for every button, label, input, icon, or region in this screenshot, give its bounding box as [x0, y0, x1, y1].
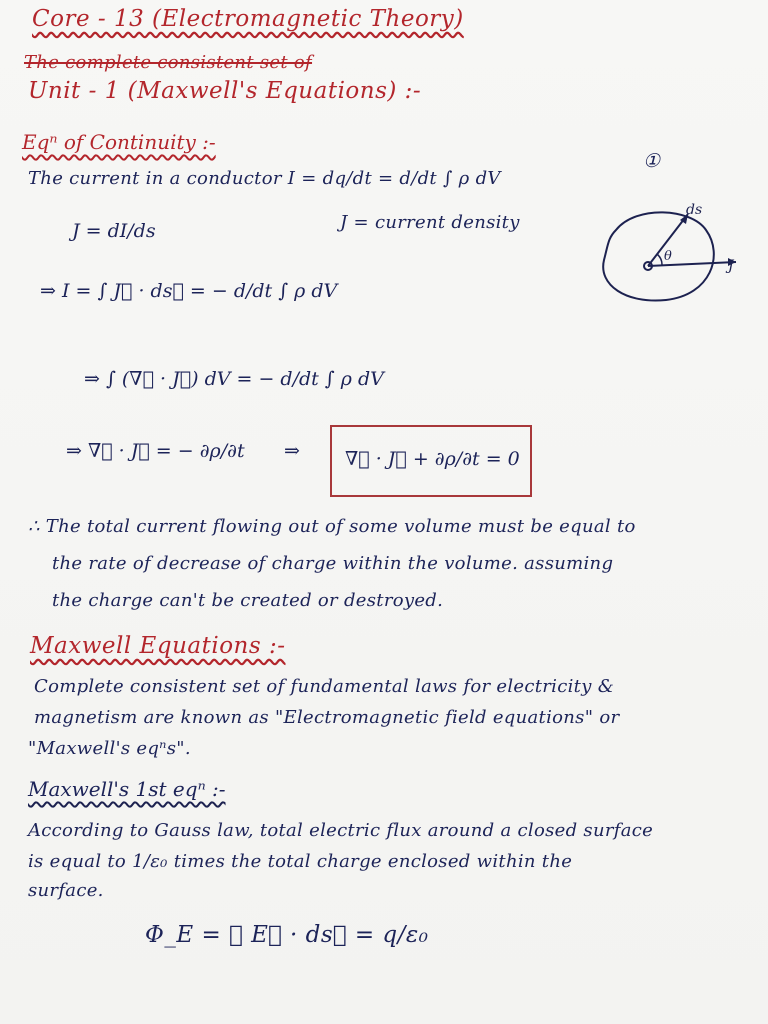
implies-arrow: ⇒ — [284, 440, 300, 462]
j-equation: J = dI/ds — [72, 220, 156, 242]
theta-arc — [657, 254, 662, 265]
conclusion-line1: ∴ The total current flowing out of some volume must be equal to — [28, 516, 636, 537]
course-title: Core - 13 (Electromagnetic Theory) — [32, 6, 464, 32]
boxed-equation: ∇⃗ · J⃗ + ∂ρ/∂t = 0 — [345, 448, 520, 470]
conclusion-line2: the rate of decrease of charge within the volume. assuming — [52, 553, 614, 574]
maxwell-line2: magnetism are known as "Electromagnetic field equations" or — [34, 707, 620, 728]
conclusion-line3: the charge can't be created or destroyed. — [52, 590, 444, 611]
j-label: J — [728, 258, 734, 274]
gauss-line3: surface. — [28, 880, 104, 901]
continuity-step2: ⇒ ∫ (∇⃗ · J⃗) dV = − d/dt ∫ ρ dV — [84, 368, 384, 390]
surface-diagram — [596, 200, 746, 310]
struck-text: The complete consistent set of — [24, 52, 313, 73]
maxwell-heading: Maxwell Equations :- — [30, 633, 286, 659]
unit-title: Unit - 1 (Maxwell's Equations) :- — [28, 78, 422, 104]
continuity-heading: Eqⁿ of Continuity :- — [22, 130, 216, 154]
current-density-definition: J = current density — [340, 212, 520, 233]
maxwell-line1: Complete consistent set of fundamental laws for electricity & — [34, 676, 615, 697]
equation-number: ① — [643, 150, 661, 172]
gauss-line2: is equal to 1/ε₀ times the total charge enclosed within the — [28, 851, 573, 872]
theta-label: θ — [664, 249, 672, 264]
ds-label: ds — [686, 202, 703, 218]
flux-equation: Φ_E = ∮ E⃗ · ds⃗ = q/ε₀ — [145, 922, 429, 948]
continuity-step3: ⇒ ∇⃗ · J⃗ = − ∂ρ/∂t — [66, 440, 245, 462]
continuity-step1: ⇒ I = ∫ J⃗ · ds⃗ = − d/dt ∫ ρ dV — [40, 280, 338, 302]
maxwell-line3: "Maxwell's eqⁿs". — [28, 738, 191, 759]
gauss-line1: According to Gauss law, total electric flux around a closed surface — [28, 820, 654, 841]
continuity-line1: The current in a conductor I = dq/dt = d/dt ∫ ρ dV — [28, 168, 501, 189]
maxwell-first-heading: Maxwell's 1st eqⁿ :- — [28, 777, 226, 801]
